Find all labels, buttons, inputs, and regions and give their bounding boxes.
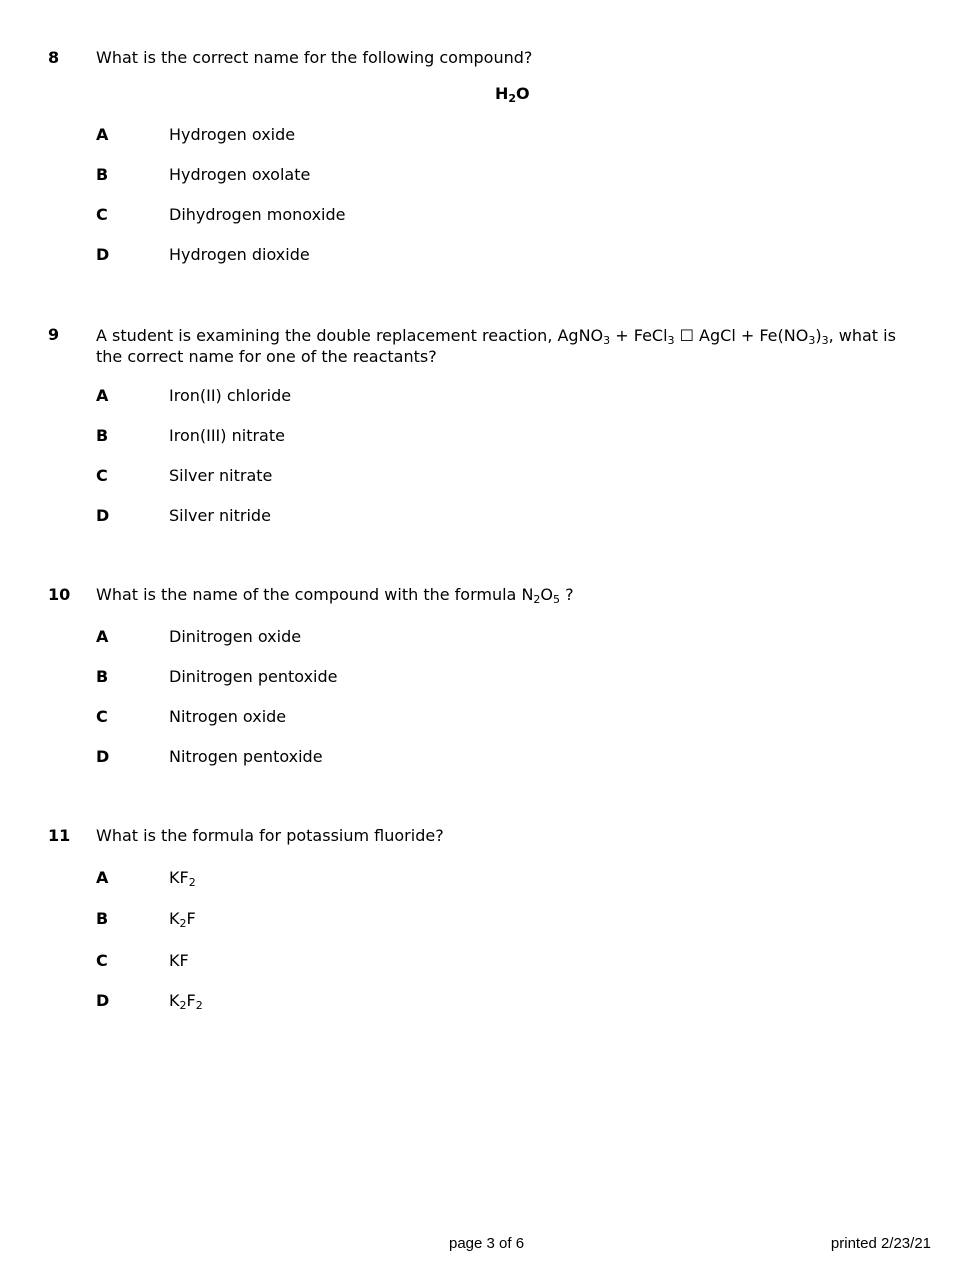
- q9-option-c-letter: C: [96, 466, 108, 485]
- question-8-formula: $H_2O$: [495, 84, 530, 105]
- question-8-text: What is the correct name for the following compound?: [96, 48, 533, 67]
- q11-option-c-letter: C: [96, 951, 108, 970]
- q8-option-b-letter: B: [96, 165, 109, 184]
- q9-option-a-text: Iron(II) chloride: [169, 386, 292, 405]
- q8-option-c-letter: C: [96, 205, 108, 224]
- q11-option-b-letter: B: [96, 909, 109, 928]
- q11-option-d-letter: D: [96, 991, 110, 1010]
- question-11-text: What is the formula for potassium fluoride?: [96, 826, 444, 845]
- q11-option-d-text: $K_2F_2$: [169, 991, 203, 1012]
- q10-option-c-letter: C: [96, 707, 108, 726]
- question-8-number: 8: [48, 48, 60, 67]
- q9-option-a-letter: A: [96, 386, 109, 405]
- q11-option-a-letter: A: [96, 868, 109, 887]
- question-11-number: 11: [48, 826, 71, 845]
- q8-option-a-text: Hydrogen oxide: [169, 125, 296, 144]
- q11-option-b-text: $K_2F$: [169, 909, 196, 930]
- printed-date: printed 2/23/21: [830, 1235, 931, 1252]
- q9-option-b-letter: B: [96, 426, 109, 445]
- q11-option-c-text: KF: [169, 951, 189, 970]
- q8-option-b-text: Hydrogen oxolate: [169, 165, 311, 184]
- q8-option-d-letter: D: [96, 245, 110, 264]
- question-9-text: A student is examining the double replacement reaction, AgNO$_3$ + FeCl$_3$ ☐ AgCl + $Fe(NO_3)_3$, what is the correct name for one of the reactants?: [96, 326, 896, 366]
- q10-option-d-text: Nitrogen pentoxide: [169, 747, 323, 766]
- q11-option-a-text: $KF_2$: [169, 868, 196, 889]
- q10-option-d-letter: D: [96, 747, 110, 766]
- question-10-number: 10: [48, 585, 71, 604]
- q8-option-d-text: Hydrogen dioxide: [169, 245, 310, 264]
- q9-option-d-text: Silver nitride: [169, 506, 271, 525]
- q10-option-a-text: Dinitrogen oxide: [169, 627, 302, 646]
- page-number: page 3 of 6: [449, 1235, 525, 1252]
- q9-option-b-text: Iron(III) nitrate: [169, 426, 285, 445]
- q10-option-a-letter: A: [96, 627, 109, 646]
- q8-option-a-letter: A: [96, 125, 109, 144]
- question-10-text: What is the name of the compound with the formula $N_2O_5$ ?: [96, 585, 574, 606]
- q10-option-b-text: Dinitrogen pentoxide: [169, 667, 338, 686]
- q10-option-b-letter: B: [96, 667, 109, 686]
- q9-option-d-letter: D: [96, 506, 110, 525]
- q8-option-c-text: Dihydrogen monoxide: [169, 205, 346, 224]
- q9-option-c-text: Silver nitrate: [169, 466, 273, 485]
- question-9-number: 9: [48, 325, 60, 344]
- q10-option-c-text: Nitrogen oxide: [169, 707, 287, 726]
